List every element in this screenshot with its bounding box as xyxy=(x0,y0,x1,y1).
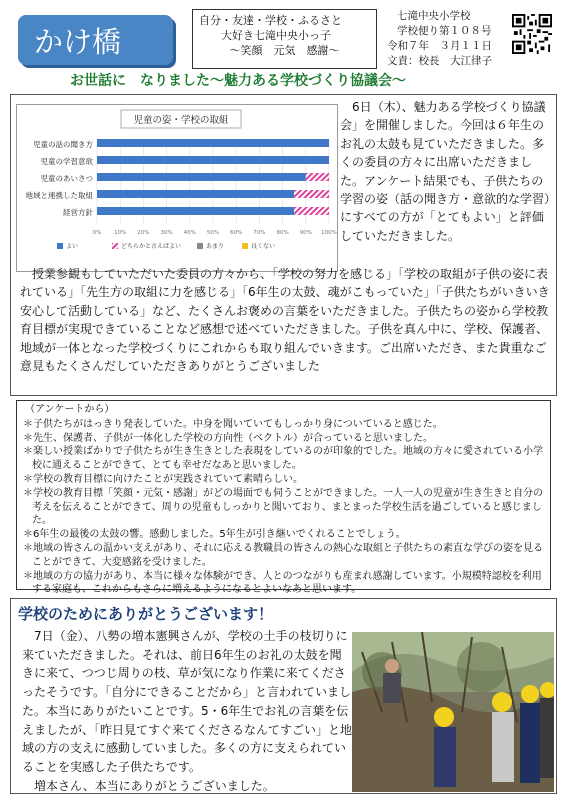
motto-line-3: ～笑顔 元気 感謝～ xyxy=(229,44,340,57)
article-2-paragraph: 増本さん、本当にありがとうございました。 xyxy=(34,778,275,793)
chart-bar xyxy=(294,207,329,215)
school-info xyxy=(387,9,512,69)
chart-title: 児童の姿・学校の取組 xyxy=(133,115,229,126)
newsletter-title: かけ橋 xyxy=(18,15,173,65)
survey-heading: （アンケートから） xyxy=(25,404,115,415)
qr-code-icon xyxy=(512,14,552,54)
chart-bar xyxy=(97,207,294,215)
headline: お世話に なりました～魅力ある学校づくり協議会～ xyxy=(70,73,406,89)
chart-x-tick-label: 100% xyxy=(321,230,337,236)
chart-legend-label: あまり xyxy=(206,243,225,250)
chart-legend-swatch xyxy=(197,243,203,249)
chart-legend-label: よい xyxy=(66,243,79,250)
issue-date: 令和７年 ３月１１日 xyxy=(387,40,492,52)
chart-category-label: 児童の話の聞き方 xyxy=(33,140,93,149)
author: 文責：校長 大江律子 xyxy=(387,55,492,67)
survey-item: ＊6年生の最後の太鼓の響。感動しました。5年生が引き継いでくれることでしょう。 xyxy=(23,529,406,541)
chart-legend-swatch xyxy=(57,243,63,249)
chart-legend-swatch xyxy=(112,243,118,249)
chart-svg xyxy=(17,105,337,271)
students-photo xyxy=(352,632,554,792)
chart-bar xyxy=(97,156,329,164)
chart-x-tick-label: 80% xyxy=(276,230,289,236)
chart-legend-label: どちらかと言えばよい xyxy=(121,243,182,250)
survey-chart xyxy=(16,104,338,272)
motto-line-2: 大好き七滝中央小っ子 xyxy=(221,29,331,42)
chart-x-tick-label: 60% xyxy=(230,230,243,236)
chart-x-tick-label: 30% xyxy=(160,230,173,236)
school-motto-box xyxy=(192,9,377,69)
survey-item: ＊子供たちがはっきり発表していた。中身を聞いていてもしっかり身についていると感じた。 xyxy=(23,418,443,430)
article-1-continued: 授業参観もしていただいた委員の方々から、「学校の努力を感じる」「学校の取組が子供の姿に表れている」「先生方の取組に力を感じる」「6年生の太鼓、魂がこもっていた」「子供たちがいきいき安心して活動している」など、たくさんお褒めの言葉をいただきました。子供たちの姿から学校教育目標が実現できていることなど感想で述べていただきました。子供を真ん中に、学校、保護者、地域が一体となった学校づくりにこれからも取り組んでいきます。ご出席いただき、また貴重なご意見もたくさんだしていただきありがとうございました xyxy=(20,267,550,374)
chart-category-label: 経営方針 xyxy=(63,208,93,217)
chart-legend-label: 良くない xyxy=(251,243,276,250)
chart-x-tick-label: 90% xyxy=(299,230,312,236)
chart-x-tick-label: 70% xyxy=(253,230,266,236)
chart-x-tick-label: 50% xyxy=(206,230,220,236)
survey-item: ＊学校の教育目標に向けたことが実践されていて素晴らしい。 xyxy=(23,473,303,485)
survey-item: ＊先生、保護者、子供が一体化した学校の方向性（ベクトル）が合っていると思いました。 xyxy=(23,432,433,444)
school-name: 七滝中央小学校 xyxy=(397,10,471,22)
chart-bar xyxy=(306,173,329,181)
chart-bar xyxy=(97,190,294,198)
survey-item: ＊地域の方の協力があり、本当に様々な体験ができ、人とのつながりも産まれ感謝しています。小規模特認校を利用する家庭も、これからもさらに増えるようになるとよいなあと思います。 xyxy=(23,570,542,596)
survey-comments-box xyxy=(16,400,551,596)
motto-line-1: 自分・友達・学校・ふるさと xyxy=(199,14,342,27)
article-2-text xyxy=(22,627,352,795)
chart-legend-swatch xyxy=(242,243,248,249)
survey-item: ＊学校の教育目標「笑顔・元気・感謝」がどの場面でも伺うことができました。一人一人の児童が生き生きと自分の考えを伝えることができて、周りの児童もしっかりと聞いており、まとまった学校生活を過ごしていると感じました。 xyxy=(23,487,543,527)
chart-bar xyxy=(97,173,306,181)
chart-category-label: 児童の学習意欲 xyxy=(40,157,93,166)
chart-bar xyxy=(294,190,329,198)
chart-x-tick-label: 20% xyxy=(137,230,150,236)
article-1-text: 6日（木）、魅力ある学校づくり協議会」を開催しました。今回は６年生のお礼の太鼓も見ていただきました。多くの委員の方々に出席いただきました。アンケート結果でも、子供たちの学習の姿（話の聞き方・意欲的な学習）にすべての方が「とてもよい」と評価していただきました。 xyxy=(340,100,551,243)
chart-x-tick-label: 0% xyxy=(92,230,102,236)
article-2-paragraph: 7日（金）、八勢の増本憲興さんが、学校の土手の枝切りに来ていただきました。それは、前日6年生のお礼の太鼓を聞きに来て、つつじ周りの枝、草が気になり作業に来てくださったそうです。「自分にできることだから」と言われていました。本当にありがたいことです。5・6年生でお礼の言葉を伝えましたが、「昨日見てすぐ来てくださるなんてすごい」と地域の方の支えに感動していました。多くの方に支えられていることを実感した子供たちです。 xyxy=(22,629,353,774)
survey-item: ＊地域の皆さんの温かい支えがあり、それに応える教職員の皆さんの熱心な取組と子供たちの素直な学びの姿を見ることができて、大変感銘を受けました。 xyxy=(23,542,543,568)
chart-category-label: 児童のあいさつ xyxy=(40,174,93,183)
article-2-title: 学校のためにありがとうございます！ xyxy=(18,605,274,623)
chart-bar xyxy=(97,139,329,147)
survey-item: ＊楽しい授業ばかりで子供たちが生き生きとした表現をしているのが印象的でした。地域の方々に愛されている小学校に通えることができて、とても幸せだなあと思いました。 xyxy=(23,446,543,472)
chart-category-label: 地域と連携した取組 xyxy=(25,191,93,200)
chart-x-tick-label: 10% xyxy=(114,230,127,236)
issue-number: 学校便り第１０８号 xyxy=(397,25,492,37)
chart-x-tick-label: 40% xyxy=(183,230,196,236)
